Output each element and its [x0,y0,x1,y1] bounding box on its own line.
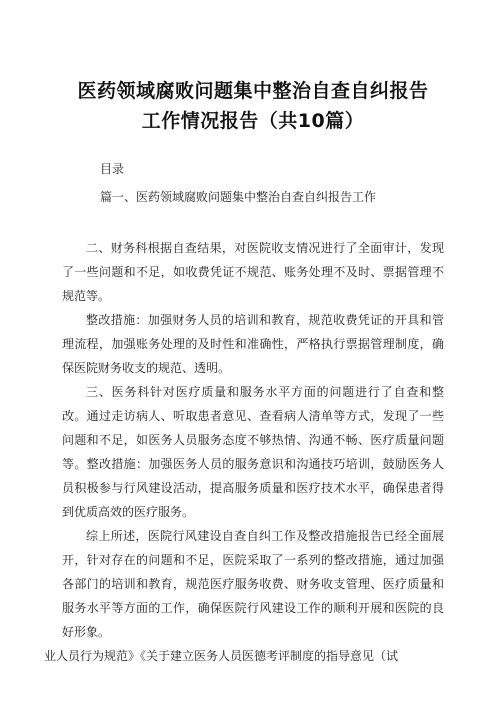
document-title [62,0,444,136]
toc-heading: 目录 [100,162,125,176]
title-line-2: 工作情况报告（共10篇） [141,110,365,132]
paragraph: 整改措施：加强财务人员的培训和教育，规范收费凭证的开具和管理流程，加强账务处理的及时性和准确性，严格执行票据管理制度，确保医院财务收支的规范、透明。 [62,313,444,375]
trailing-line: 业人员行为规范》《关于建立医务人员医德考评制度的指导意见（试 [44,649,399,663]
toc-item: 篇一、医药领域腐败问题集中整治自查自纠报告工作 [100,190,377,204]
paragraph: 三、医务科针对医疗质量和服务水平方面的问题进行了自查和整改。通过走访病人、听取患者意见、查看病人清单等方式，发现了一些问题和不足，如医务人员服务态度不够热情、沟通不畅、医疗质量问题等。整改措施：加强医务人员的服务意识和沟通技巧培训，鼓励医务人员积极参与行风建设活动，提高服务质量和医疗技术水平，确保患者得到优质高效的医疗服务。 [62,385,444,519]
paragraph: 二、财务科根据自查结果，对医院收支情况进行了全面审计，发现了一些问题和不足，如收费凭证不规范、账务处理不及时、票据管理不规范等。 [62,241,444,303]
title-line-1: 医药领域腐败问题集中整治自查自纠报告 [77,80,429,102]
document-body [44,236,444,668]
paragraph: 综上所述，医院行风建设自查自纠工作及整改措施报告已经全面展开，针对存在的问题和不足，医院采取了一系列的整改措施，通过加强各部门的培训和教育，规范医疗服务收费、财务收支管理、医疗质量和服务水平等方面的工作，确保医院行风建设工作的顺利开展和医院的良好形象。 [62,529,444,639]
